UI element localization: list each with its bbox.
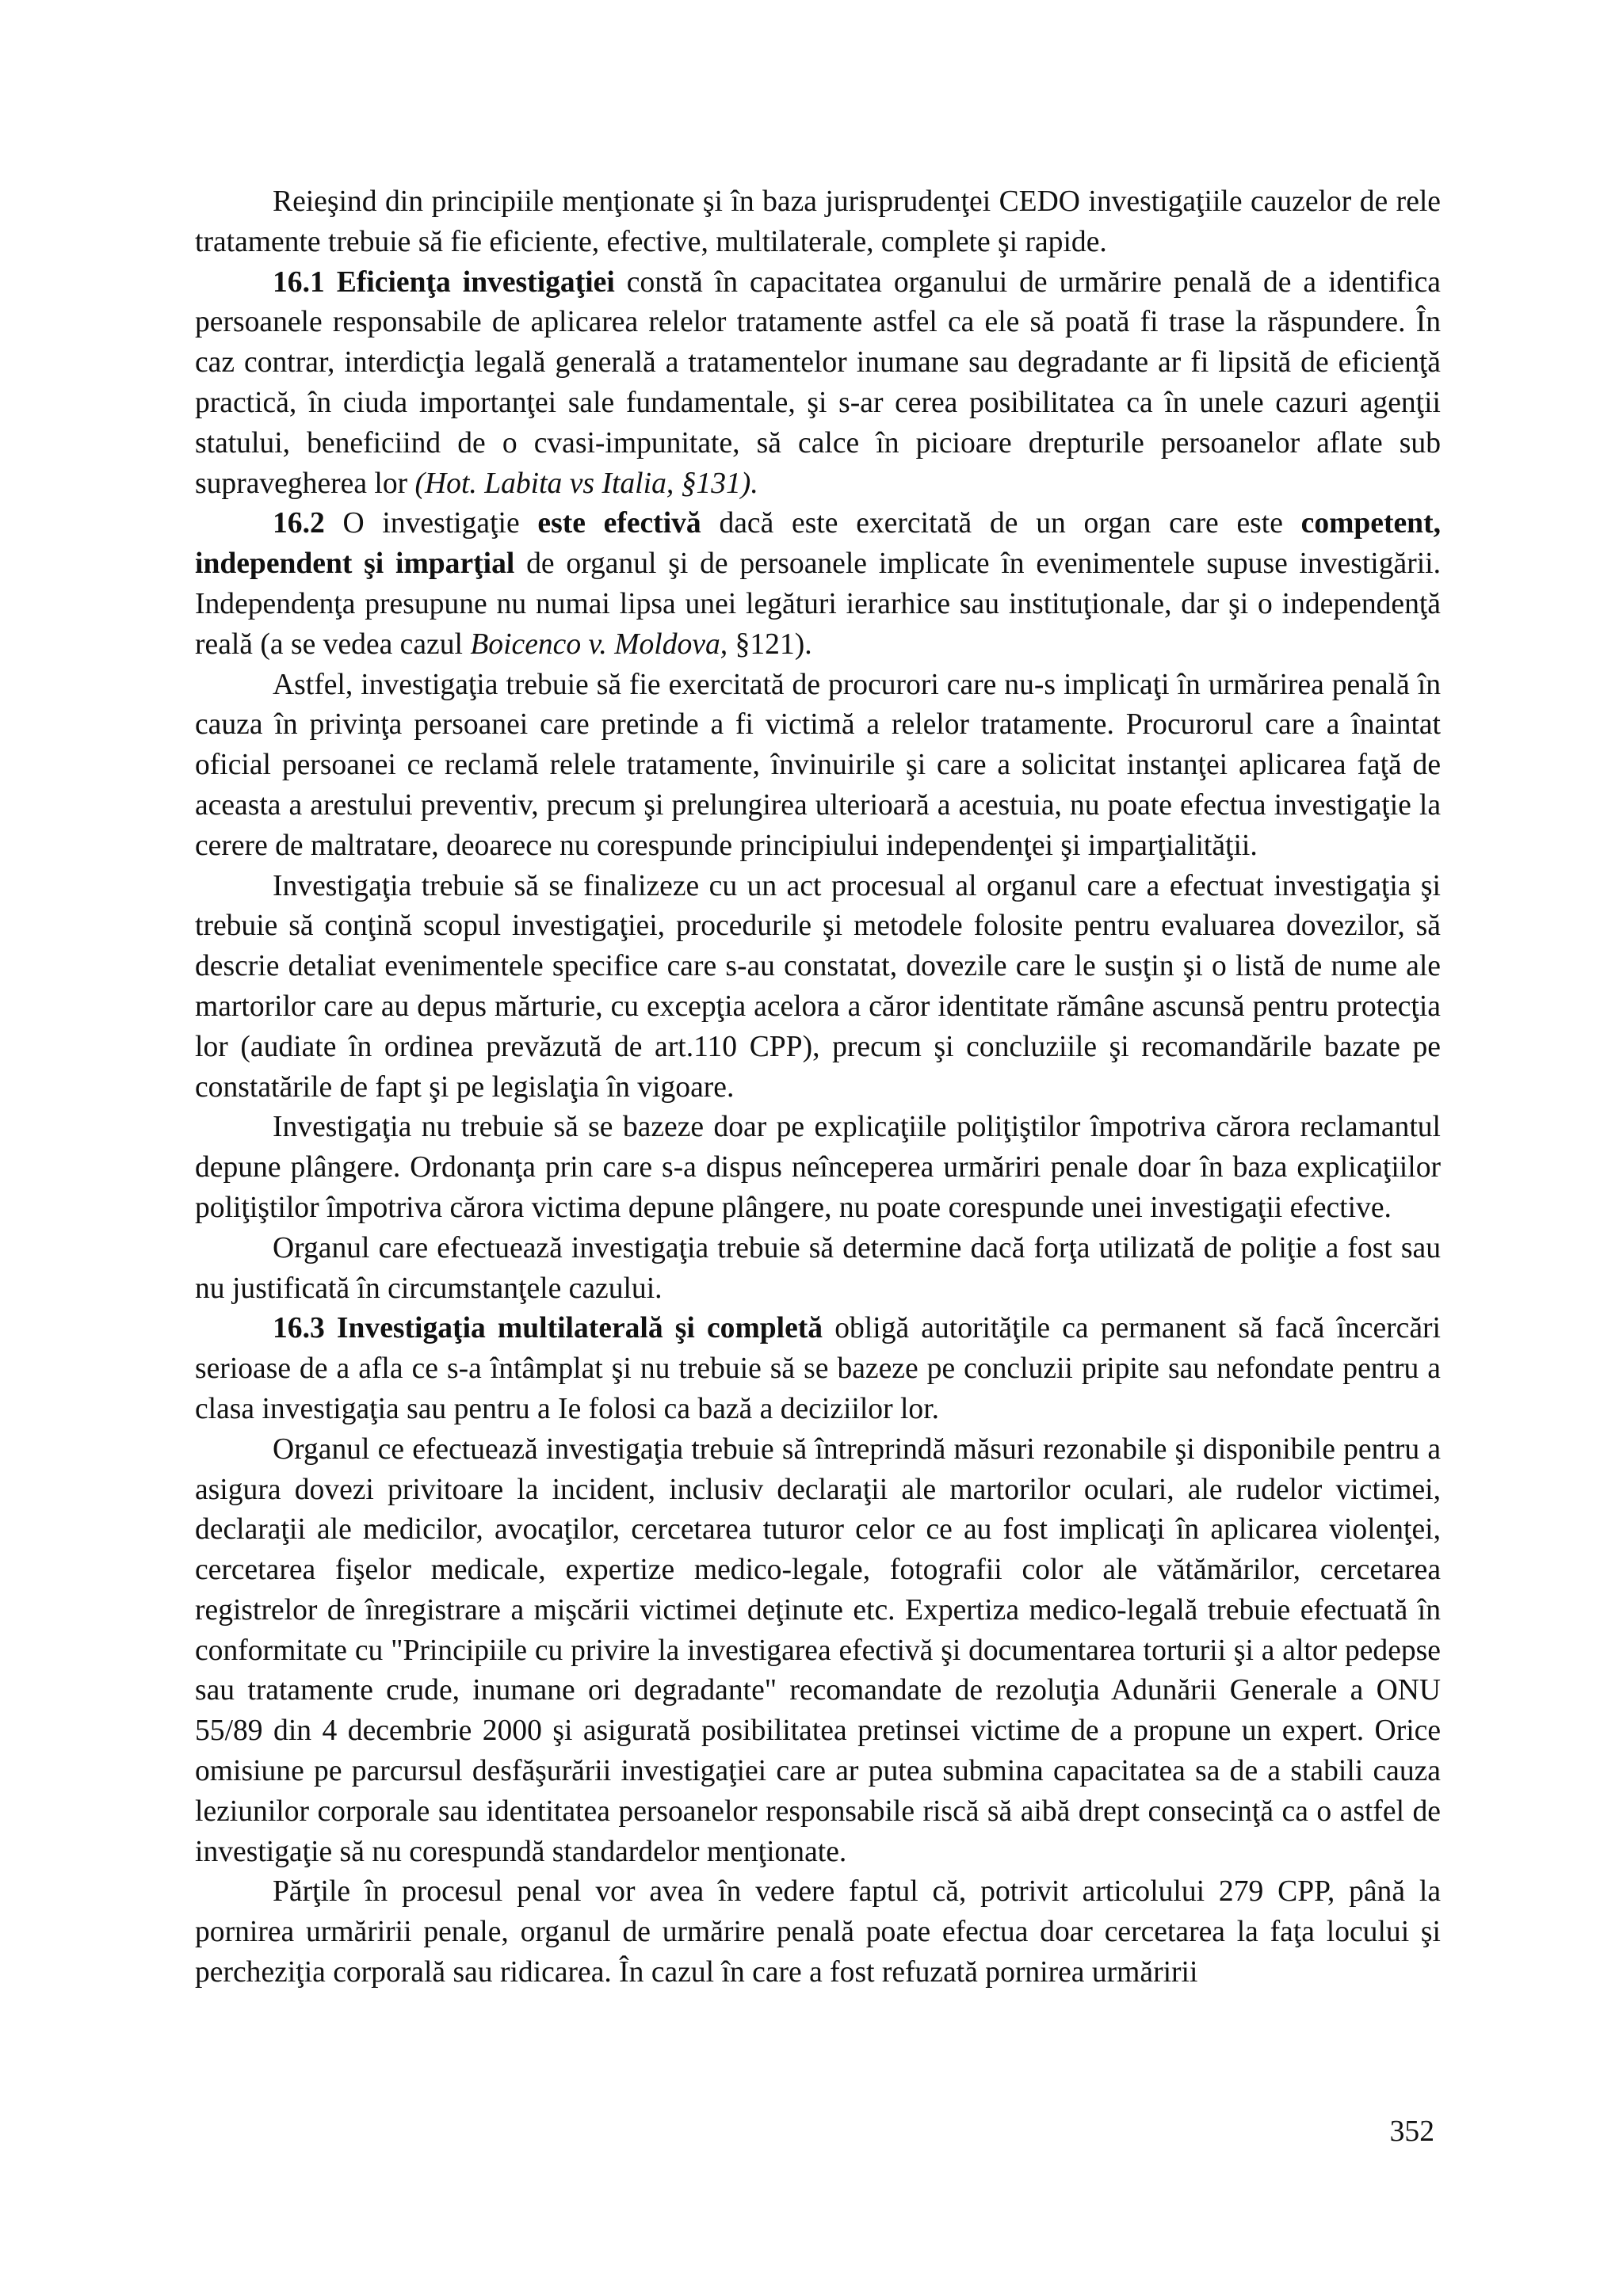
case-citation: (Hot. Labita vs Italia, §131). <box>414 467 758 500</box>
paragraph-text: Investigaţia nu trebuie să se bazeze doar pe explicaţiile poliţiştilor împotriva cărora reclamantul depune plângere. Ordonanţa prin care s-a dispus neînceperea urmăriri penale doar în baza explicaţiilor poliţiştilor împotriva cărora victima depune plângere, nu poate corespunde unei investigaţii efective. <box>195 1111 1441 1224</box>
paragraph-10 <box>195 1872 1441 1993</box>
page-number: 352 <box>1389 2115 1434 2148</box>
paragraph-16-3 <box>195 1309 1441 1429</box>
paragraph-text: Investigaţia trebuie să se finalizeze cu un act procesual al organul care a efectuat investigaţia şi trebuie să conţină scopul investigaţiei, procedurile şi metodele folosite pentru evaluarea dovezilor, să descrie detaliat evenimentele specifice care s-au constatat, dovezile care le susţin şi o listă de nume ale martorilor care au depus mărturie, cu excepţia acelora a căror identitate rămâne ascunsă pentru protecţia lor (audiate în ordinea prevăzută de art.110 CPP), precum şi concluziile şi recomandările bazate pe constatările de fapt şi pe legislaţia în vigoare. <box>195 869 1441 1104</box>
paragraph-4 <box>195 666 1441 867</box>
paragraph-text: §121). <box>727 627 812 661</box>
case-citation: Boicenco v. Moldova, <box>470 627 728 661</box>
paragraph-text: de organul şi de persoanele implicate în evenimentele supuse investigării. Independenţa presupune nu numai lipsa unei legături ierarhice sau instituţionale, dar şi o independenţă reală (a se vedea cazul <box>195 547 1441 661</box>
emphasis-competent: competent, independent şi imparţial <box>195 507 1441 581</box>
paragraph-text: Părţile în procesul penal vor avea în vedere faptul că, potrivit articolului 279 CPP, până la pornirea urmăririi penale, organul de urmărire penală poate efectua doar cercetarea la faţa locului şi percheziţia corporală sau ridicarea. În cazul în care a fost refuzată pornirea urmăririi <box>195 1875 1441 1989</box>
paragraph-9 <box>195 1430 1441 1873</box>
paragraph-7 <box>195 1229 1441 1310</box>
paragraph-1 <box>195 182 1441 263</box>
section-number: 16.1 <box>273 265 325 299</box>
paragraph-text: dacă este exercitată de un organ care este <box>701 507 1301 540</box>
paragraph-16-2 <box>195 504 1441 665</box>
body-text <box>195 182 1441 1993</box>
paragraph-text: O investigaţie <box>324 507 538 540</box>
paragraph-text: Reieşind din principiile menţionate şi în baza jurisprudenţei CEDO investigaţiile cauzelor de rele tratamente trebuie să fie eficiente, efective, multilaterale, complete şi rapide. <box>195 185 1441 258</box>
paragraph-text: Astfel, investigaţia trebuie să fie exercitată de procurori care nu-s implicaţi în urmărirea penală în cauza în privinţa persoanei care pretinde a fi victimă a relelor tratamente. Procurorul care a înaintat oficial persoanei ce reclamă relele tratamente, învinuirile şi care a solicitat instanţei aplicarea faţă de aceasta a arestului preventiv, precum şi prelungirea ulterioară a acestuia, nu poate efectua investigaţie la cerere de maltratare, deoarece nu corespunde principiului independenţei şi imparţialităţii. <box>195 668 1441 862</box>
paragraph-text: Organul care efectuează investigaţia trebuie să determine dacă forţa utilizată de poliţie a fost sau nu justificată în circumstanţele cazului. <box>195 1231 1441 1305</box>
paragraph-6 <box>195 1108 1441 1228</box>
section-heading: Eficienţa investigaţiei <box>336 265 615 299</box>
section-number: 16.2 <box>273 507 325 540</box>
section-heading: 16.3 Investigaţia multilaterală şi completă <box>273 1312 823 1345</box>
paragraph-text: constă în capacitatea organului de urmărire penală de a identifica persoanele responsabile de aplicarea relelor tratamente astfel ca ele să poată fi trase la răspundere. În caz contrar, interdicţia legală generală a tratamentelor inumane sau degradante ar fi lipsită de eficienţă practică, în ciuda importanţei sale fundamentale, şi s-ar cerea posibilitatea ca în unele cazuri agenţii statului, beneficiind de o cvasi-impunitate, să calce în picioare drepturile persoanelor aflate sub supravegherea lor <box>195 265 1441 500</box>
emphasis-effective: este efectivă <box>537 507 701 540</box>
paragraph-16-1 <box>195 263 1441 505</box>
paragraph-text: obligă autorităţile ca permanent să facă încercări serioase de a afla ce s-a întâmplat şi nu trebuie să se bazeze pe concluzii pripite sau nefondate pentru a clasa investigaţia sau pentru a Ie folosi ca bază a deciziilor lor. <box>195 1312 1441 1425</box>
paragraph-5 <box>195 867 1441 1108</box>
paragraph-text: Organul ce efectuează investigaţia trebuie să întreprindă măsuri rezonabile şi disponibile pentru a asigura dovezi privitoare la incident, inclusiv declaraţii ale martorilor oculari, ale rudelor victimei, declaraţii ale medicilor, avocaţilor, cercetarea tuturor celor ce au fost implicaţi în aplicarea violenţei, cercetarea fişelor medicale, expertize medico-legale, fotografii color ale vătămărilor, cercetarea registrelor de înregistrare a mişcării victimei deţinute etc. Expertiza medico-legală trebuie efectuată în conformitate cu "Principiile cu privire la investigarea efectivă şi documentarea torturii şi a altor pedepse sau tratamente crude, inumane ori degradante" recomandate de rezoluţia Adunării Generale a ONU 55/89 din 4 decembrie 2000 şi asigurată posibilitatea pretinsei victime de a propune un expert. Orice omisiune pe parcursul desfăşurării investigaţiei care ar putea submina capacitatea sa de a stabili cauza leziunilor corporale sau identitatea persoanelor responsabile riscă să aibă drept consecinţă ca o astfel de investigaţie să nu corespundă standardelor menţionate. <box>195 1432 1441 1868</box>
